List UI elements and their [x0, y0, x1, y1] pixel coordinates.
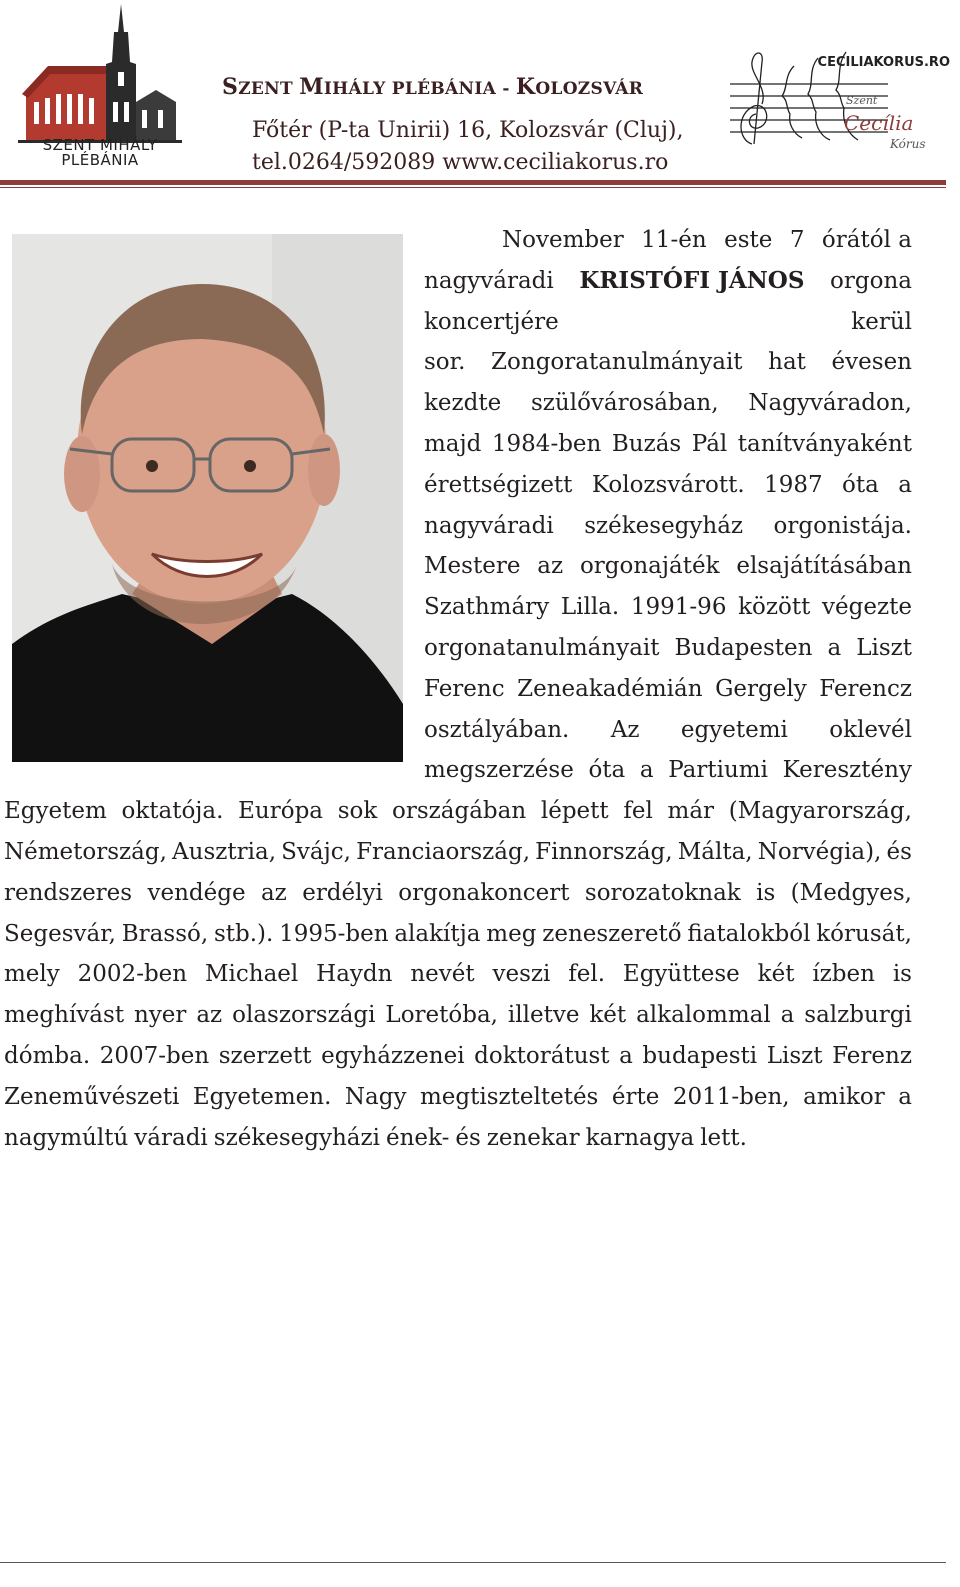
article-line	[4, 797, 912, 825]
article-word: Európa	[238, 798, 324, 825]
article-word: nagymúltú	[4, 1124, 129, 1151]
article-line	[502, 226, 912, 254]
article-word: a	[898, 471, 912, 498]
article-word: Brassó,	[121, 920, 209, 947]
article-word: Egyetemen.	[192, 1083, 332, 1110]
article-word: szerzett	[218, 1043, 312, 1069]
title-run: M	[299, 74, 324, 100]
article-word: Kolozsvárott.	[591, 471, 745, 498]
article-word: megtiszteltetés	[419, 1083, 599, 1110]
article-word: 7	[789, 227, 805, 253]
article-line	[4, 879, 912, 907]
article-word: Liszt	[856, 635, 912, 661]
article-line	[424, 471, 912, 499]
article-word: Ferenc	[424, 675, 505, 702]
article-word: érettségizett	[424, 471, 573, 498]
article-word: 1987	[764, 471, 823, 498]
article-line	[4, 1042, 912, 1070]
article-line	[424, 348, 912, 376]
article-word: az	[537, 553, 564, 580]
article-word: lépett	[540, 798, 609, 825]
footer-rule	[0, 1562, 946, 1563]
article-line	[4, 1001, 912, 1029]
article-word: 1991-96	[630, 594, 727, 621]
article-line	[424, 389, 912, 417]
article-word: orgonatanulmányait	[424, 635, 660, 661]
article-word: Együttese	[622, 961, 740, 988]
article-word: Michael	[204, 961, 299, 988]
article-word: 11-én	[641, 227, 707, 253]
article-word: sok	[337, 798, 378, 825]
article-word: November	[502, 227, 624, 253]
article-word: este	[724, 227, 773, 253]
article-word: az	[260, 879, 287, 906]
parish-address: Főtér (P-ta Unirii) 16, Kolozsvár (Cluj),	[252, 118, 684, 143]
parish-contact: tel.0264/592089 www.ceciliakorus.ro	[252, 150, 669, 175]
article-word: és	[455, 1124, 481, 1151]
article-word: két	[589, 1002, 627, 1029]
article-word: Zeneakadémián	[517, 675, 703, 702]
article-word: évesen	[831, 349, 912, 376]
article-word: Svájc,	[281, 839, 351, 865]
article-word: már	[667, 798, 715, 825]
article-word: amikor	[803, 1083, 885, 1110]
article-word: nagyváradi	[424, 267, 554, 294]
article-word: Szathmáry	[424, 594, 550, 621]
article-word: meg	[486, 920, 537, 947]
article-word: is	[756, 879, 776, 906]
article-word: majd	[424, 431, 482, 457]
article-word: Ausztria,	[172, 839, 277, 865]
article-word: Nagyváradon,	[748, 390, 912, 417]
article-word: váradi	[134, 1124, 208, 1151]
article-word: orgona	[830, 267, 912, 294]
title-run: S	[222, 74, 239, 100]
letterhead	[0, 0, 960, 200]
article-line	[424, 308, 912, 336]
article-word: alakítja	[394, 920, 481, 947]
article-word: olaszországi	[232, 1002, 376, 1029]
article-word: Norvégia),	[757, 839, 882, 865]
title-run: IHÁLY PLÉBÁNIA -	[323, 79, 516, 99]
header-rule	[0, 180, 946, 185]
article-line	[4, 920, 912, 948]
article-word: Ferencz	[819, 675, 912, 702]
article-word: Egyetem	[4, 798, 107, 825]
article-word: Finnország,	[535, 839, 673, 865]
article-word: országában	[392, 798, 527, 825]
article-word: meghívást	[4, 1002, 125, 1029]
article-word: tanítványaként	[737, 431, 912, 457]
article-word: Buzás	[611, 431, 682, 457]
article-word: Németország,	[4, 839, 167, 865]
article-word: zenekar	[486, 1124, 580, 1151]
article-word: vendége	[147, 879, 246, 906]
choir-logo-url: CECILIAKORUS.RO	[817, 55, 950, 70]
choir-logo-word: Cecília	[844, 111, 914, 135]
article-line	[4, 1124, 912, 1152]
article-word: dómba.	[4, 1043, 91, 1069]
article-word: Ferenz	[832, 1043, 912, 1069]
article-word: 2011-ben,	[672, 1083, 790, 1110]
article-line	[424, 430, 912, 458]
article-word: orgonakoncert	[398, 879, 570, 906]
article-word: Mestere	[424, 553, 521, 580]
article-word: nyer	[134, 1002, 187, 1029]
article-word: szülővárosában,	[531, 390, 719, 417]
header-rule-thin	[0, 187, 946, 188]
article-word: is	[892, 961, 912, 988]
article-word: ízben	[812, 961, 875, 988]
article-word: Partiumi	[668, 757, 768, 784]
article-word: Segesvár,	[4, 920, 116, 947]
portrait-photo	[12, 234, 403, 762]
choir-logo	[728, 44, 950, 156]
article-word: sor.	[424, 349, 466, 376]
article-word: végezte	[822, 594, 912, 621]
article-line	[424, 716, 912, 744]
article-word: érte	[611, 1083, 660, 1110]
article-line	[424, 267, 912, 295]
article-word: (Medgyes,	[790, 879, 912, 906]
article-word: nagyváradi	[424, 512, 554, 539]
article-word: székesegyház	[584, 512, 744, 539]
article-word: a	[639, 757, 654, 784]
article-word: Zongoratanulmányait	[491, 349, 743, 376]
title-run: K	[515, 74, 536, 100]
article-word: a	[780, 1002, 795, 1029]
article-word: veszi	[492, 961, 551, 988]
article-line	[4, 1083, 912, 1111]
article-word: karnagya	[585, 1124, 695, 1151]
article-word: hat	[768, 349, 806, 376]
article-word: illetve	[507, 1002, 580, 1029]
article-word: oklevél	[829, 716, 912, 743]
article-word: kezdte	[424, 390, 502, 417]
title-run: ZENT	[238, 79, 300, 99]
article-line	[4, 960, 912, 988]
article-word: Budapesten	[674, 635, 813, 661]
article-word: sorozatoknak	[584, 879, 741, 906]
article-word: Liszt	[766, 1043, 823, 1069]
article-word: egyházzenei	[321, 1043, 465, 1069]
article-word: doktorátust	[474, 1043, 610, 1069]
article-word: 1984-ben	[491, 431, 602, 457]
article-word: elsajátításában	[736, 553, 912, 580]
article-word: az	[196, 1002, 223, 1029]
article-word: óta	[842, 471, 879, 498]
church-logo-line: SZENT MIHÁLY	[42, 136, 158, 154]
article-word: oktatója.	[121, 798, 224, 825]
article-word: orgonajáték	[579, 553, 720, 580]
article-word: a	[619, 1043, 633, 1069]
article-word: osztályában.	[424, 716, 570, 743]
choir-logo-word: Kórus	[890, 137, 926, 151]
article-word: a	[898, 1083, 912, 1110]
church-logo-line: PLÉBÁNIA	[61, 151, 139, 169]
article-word: Nagy	[344, 1083, 407, 1110]
article-word: erdélyi	[302, 879, 383, 906]
article-word: zeneszerető	[542, 920, 682, 947]
article-word: fel.	[568, 961, 606, 988]
article-word: lett.	[700, 1124, 747, 1151]
article-word: a	[827, 635, 842, 661]
article-word: Zeneművészeti	[4, 1083, 180, 1110]
article-word: 1995-ben	[279, 920, 389, 947]
article-word: rendszeres	[4, 879, 133, 906]
article-word: 2007-ben	[99, 1043, 210, 1069]
article-word: (Magyarország,	[728, 798, 912, 825]
title-run: OLOZSVÁR	[535, 79, 644, 99]
article-word: orgonistája.	[773, 512, 912, 539]
article-word: kórusát,	[816, 920, 912, 947]
parish-title	[222, 74, 643, 100]
article-line	[424, 675, 912, 703]
article-word: fiatalokból	[687, 920, 811, 947]
article-word: kerül	[851, 308, 912, 335]
article-word: mely	[4, 961, 60, 988]
article-word: Málta,	[677, 839, 753, 865]
article-word: fel	[623, 798, 653, 825]
article-word: Loretóba,	[385, 1002, 498, 1029]
article-word: óta	[588, 757, 626, 784]
article-word: Haydn	[316, 961, 393, 988]
performer-name: KRISTÓFI JÁNOS	[579, 266, 805, 294]
article-word: nevét	[410, 961, 475, 988]
article-word: között	[738, 594, 811, 621]
article-word: Franciaország,	[356, 839, 530, 865]
article-word: két	[757, 961, 795, 988]
article-line	[424, 634, 912, 662]
choir-logo-word: Szent	[846, 94, 878, 107]
article-line	[424, 512, 912, 540]
article-word: és	[886, 839, 912, 865]
article-word: székesegyházi	[213, 1124, 380, 1151]
article-line	[4, 838, 912, 866]
article-word: Pál	[691, 431, 728, 457]
article-word: Gergely	[715, 675, 807, 702]
church-logo-text	[22, 138, 178, 168]
article-word: ének-	[386, 1124, 450, 1151]
article-word: egyetemi	[680, 716, 788, 743]
article-word: koncertjére	[424, 308, 559, 335]
article-word: stb.).	[213, 920, 274, 947]
article-word: alkalommal	[636, 1002, 771, 1029]
article-word: 2002-ben	[77, 961, 188, 988]
article-word: Az	[610, 716, 640, 743]
article-word: megszerzése	[424, 757, 574, 784]
article-word: Lilla.	[560, 594, 620, 621]
article-word: órától a	[821, 227, 912, 253]
article-line	[424, 552, 912, 580]
article-word: Keresztény	[782, 757, 912, 784]
article-line	[424, 593, 912, 621]
article-word: salzburgi	[804, 1002, 912, 1029]
article-word: budapesti	[642, 1043, 758, 1069]
article-line	[424, 756, 912, 784]
